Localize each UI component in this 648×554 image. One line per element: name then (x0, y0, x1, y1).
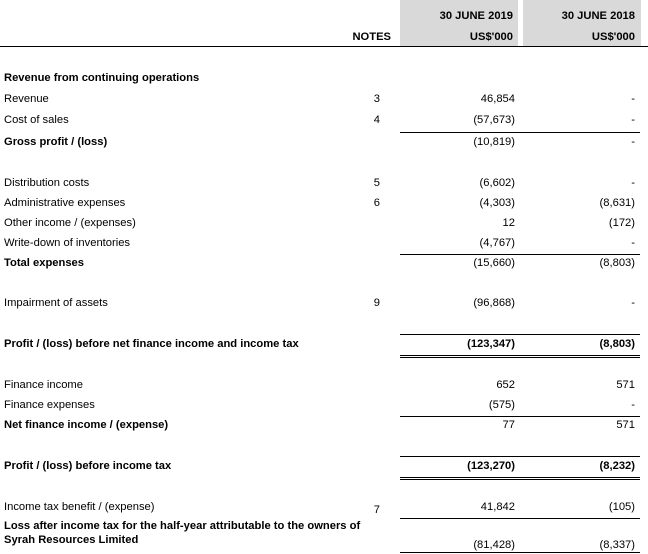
row-value-2018: - (631, 177, 635, 189)
row-value-2019: (96,868) (473, 297, 515, 309)
row-value-2019: 12 (502, 217, 515, 229)
row-revenue (0, 93, 648, 109)
rule-before-profit-finance (400, 334, 640, 335)
row-loss-after-tax (0, 520, 648, 552)
row-administrative-expenses (0, 197, 648, 213)
column-header-2018-unit: US$'000 (591, 31, 635, 43)
row-value-2018: 571 (616, 379, 635, 391)
row-label: Finance expenses (4, 399, 95, 411)
header-rule (0, 46, 648, 47)
row-write-down-inventories (0, 237, 648, 253)
row-gross-profit (0, 136, 648, 152)
row-label: Administrative expenses (4, 197, 126, 209)
row-label: Net finance income / (expense) (4, 419, 169, 431)
row-value-2018: (8,803) (599, 257, 635, 269)
row-value-2019: 41,842 (480, 501, 515, 513)
row-income-tax (0, 501, 648, 517)
row-value-2018: 571 (616, 419, 635, 431)
row-label: Income tax benefit / (expense) (4, 501, 155, 513)
row-note: 3 (373, 93, 380, 105)
row-value-2019: (123,347) (467, 338, 515, 350)
row-value-2018: - (631, 399, 635, 411)
subtotal-rule-finance (400, 416, 640, 417)
row-note: 7 (373, 504, 380, 516)
row-label: Gross profit / (loss) (4, 136, 108, 148)
row-note: 6 (373, 197, 380, 209)
row-value-2018: - (631, 237, 635, 249)
row-value-2018: (8,803) (599, 338, 635, 350)
row-value-2018: (172) (608, 217, 635, 229)
subtotal-rule-expenses (400, 254, 640, 255)
row-other-income (0, 217, 648, 233)
row-value-2019: (4,303) (479, 197, 515, 209)
row-note: 4 (373, 114, 380, 126)
row-finance-income (0, 379, 648, 395)
row-value-2019: (81,428) (473, 539, 515, 551)
row-value-2019: (575) (488, 399, 515, 411)
row-impairment (0, 297, 648, 313)
row-value-2019: 46,854 (480, 93, 515, 105)
row-label: Write-down of inventories (4, 237, 131, 249)
double-rule-profit-finance (400, 355, 640, 358)
column-header-2018-date: 30 JUNE 2018 (561, 10, 635, 22)
row-label: Profit / (loss) before income tax (4, 460, 172, 472)
row-net-finance (0, 419, 648, 435)
row-value-2019: (10,819) (473, 136, 515, 148)
row-value-2018: (8,232) (599, 460, 635, 472)
double-rule-profit-tax (400, 477, 640, 480)
subtotal-rule-2019 (400, 132, 640, 133)
row-label: Cost of sales (4, 114, 69, 126)
row-value-2018: - (631, 136, 635, 148)
row-profit-before-tax (0, 460, 648, 476)
row-value-2019: (57,673) (473, 114, 515, 126)
row-value-2019: (15,660) (473, 257, 515, 269)
row-value-2018: - (631, 114, 635, 126)
row-value-2019: (123,270) (467, 460, 515, 472)
row-label: Loss after income tax for the half-year attributable to the owners of (4, 520, 361, 532)
row-value-2018: (8,631) (599, 197, 635, 209)
row-label: Profit / (loss) before net finance income and income tax (4, 338, 299, 350)
row-value-2018: (105) (608, 501, 635, 513)
column-header-notes: NOTES (352, 31, 391, 43)
row-label: Distribution costs (4, 177, 90, 189)
row-value-2019: (4,767) (479, 237, 515, 249)
row-value-2018: (8,337) (599, 539, 635, 551)
row-value-2018: - (631, 297, 635, 309)
row-distribution-costs (0, 177, 648, 193)
row-note: 5 (373, 177, 380, 189)
final-rule (400, 552, 640, 553)
row-finance-expenses (0, 399, 648, 415)
row-profit-before-finance (0, 338, 648, 354)
row-label: Revenue (4, 93, 49, 105)
subtotal-rule-tax (400, 518, 640, 519)
row-label-line2: Syrah Resources Limited (4, 534, 139, 546)
rule-before-profit-tax (400, 456, 640, 457)
row-label: Other income / (expenses) (4, 217, 136, 229)
row-cost-of-sales (0, 114, 648, 130)
row-note: 9 (373, 297, 380, 309)
row-label: Total expenses (4, 257, 84, 269)
row-value-2019: (6,602) (479, 177, 515, 189)
row-value-2018: - (631, 93, 635, 105)
column-header-2019-unit: US$'000 (469, 31, 513, 43)
row-total-expenses (0, 257, 648, 273)
row-value-2019: 652 (496, 379, 515, 391)
row-label: Revenue from continuing operations (4, 72, 200, 84)
row-label: Finance income (4, 379, 83, 391)
row-label: Impairment of assets (4, 297, 108, 309)
row-revenue-heading (0, 72, 648, 88)
column-header-2019-date: 30 JUNE 2019 (439, 10, 513, 22)
row-value-2019: 77 (502, 419, 515, 431)
